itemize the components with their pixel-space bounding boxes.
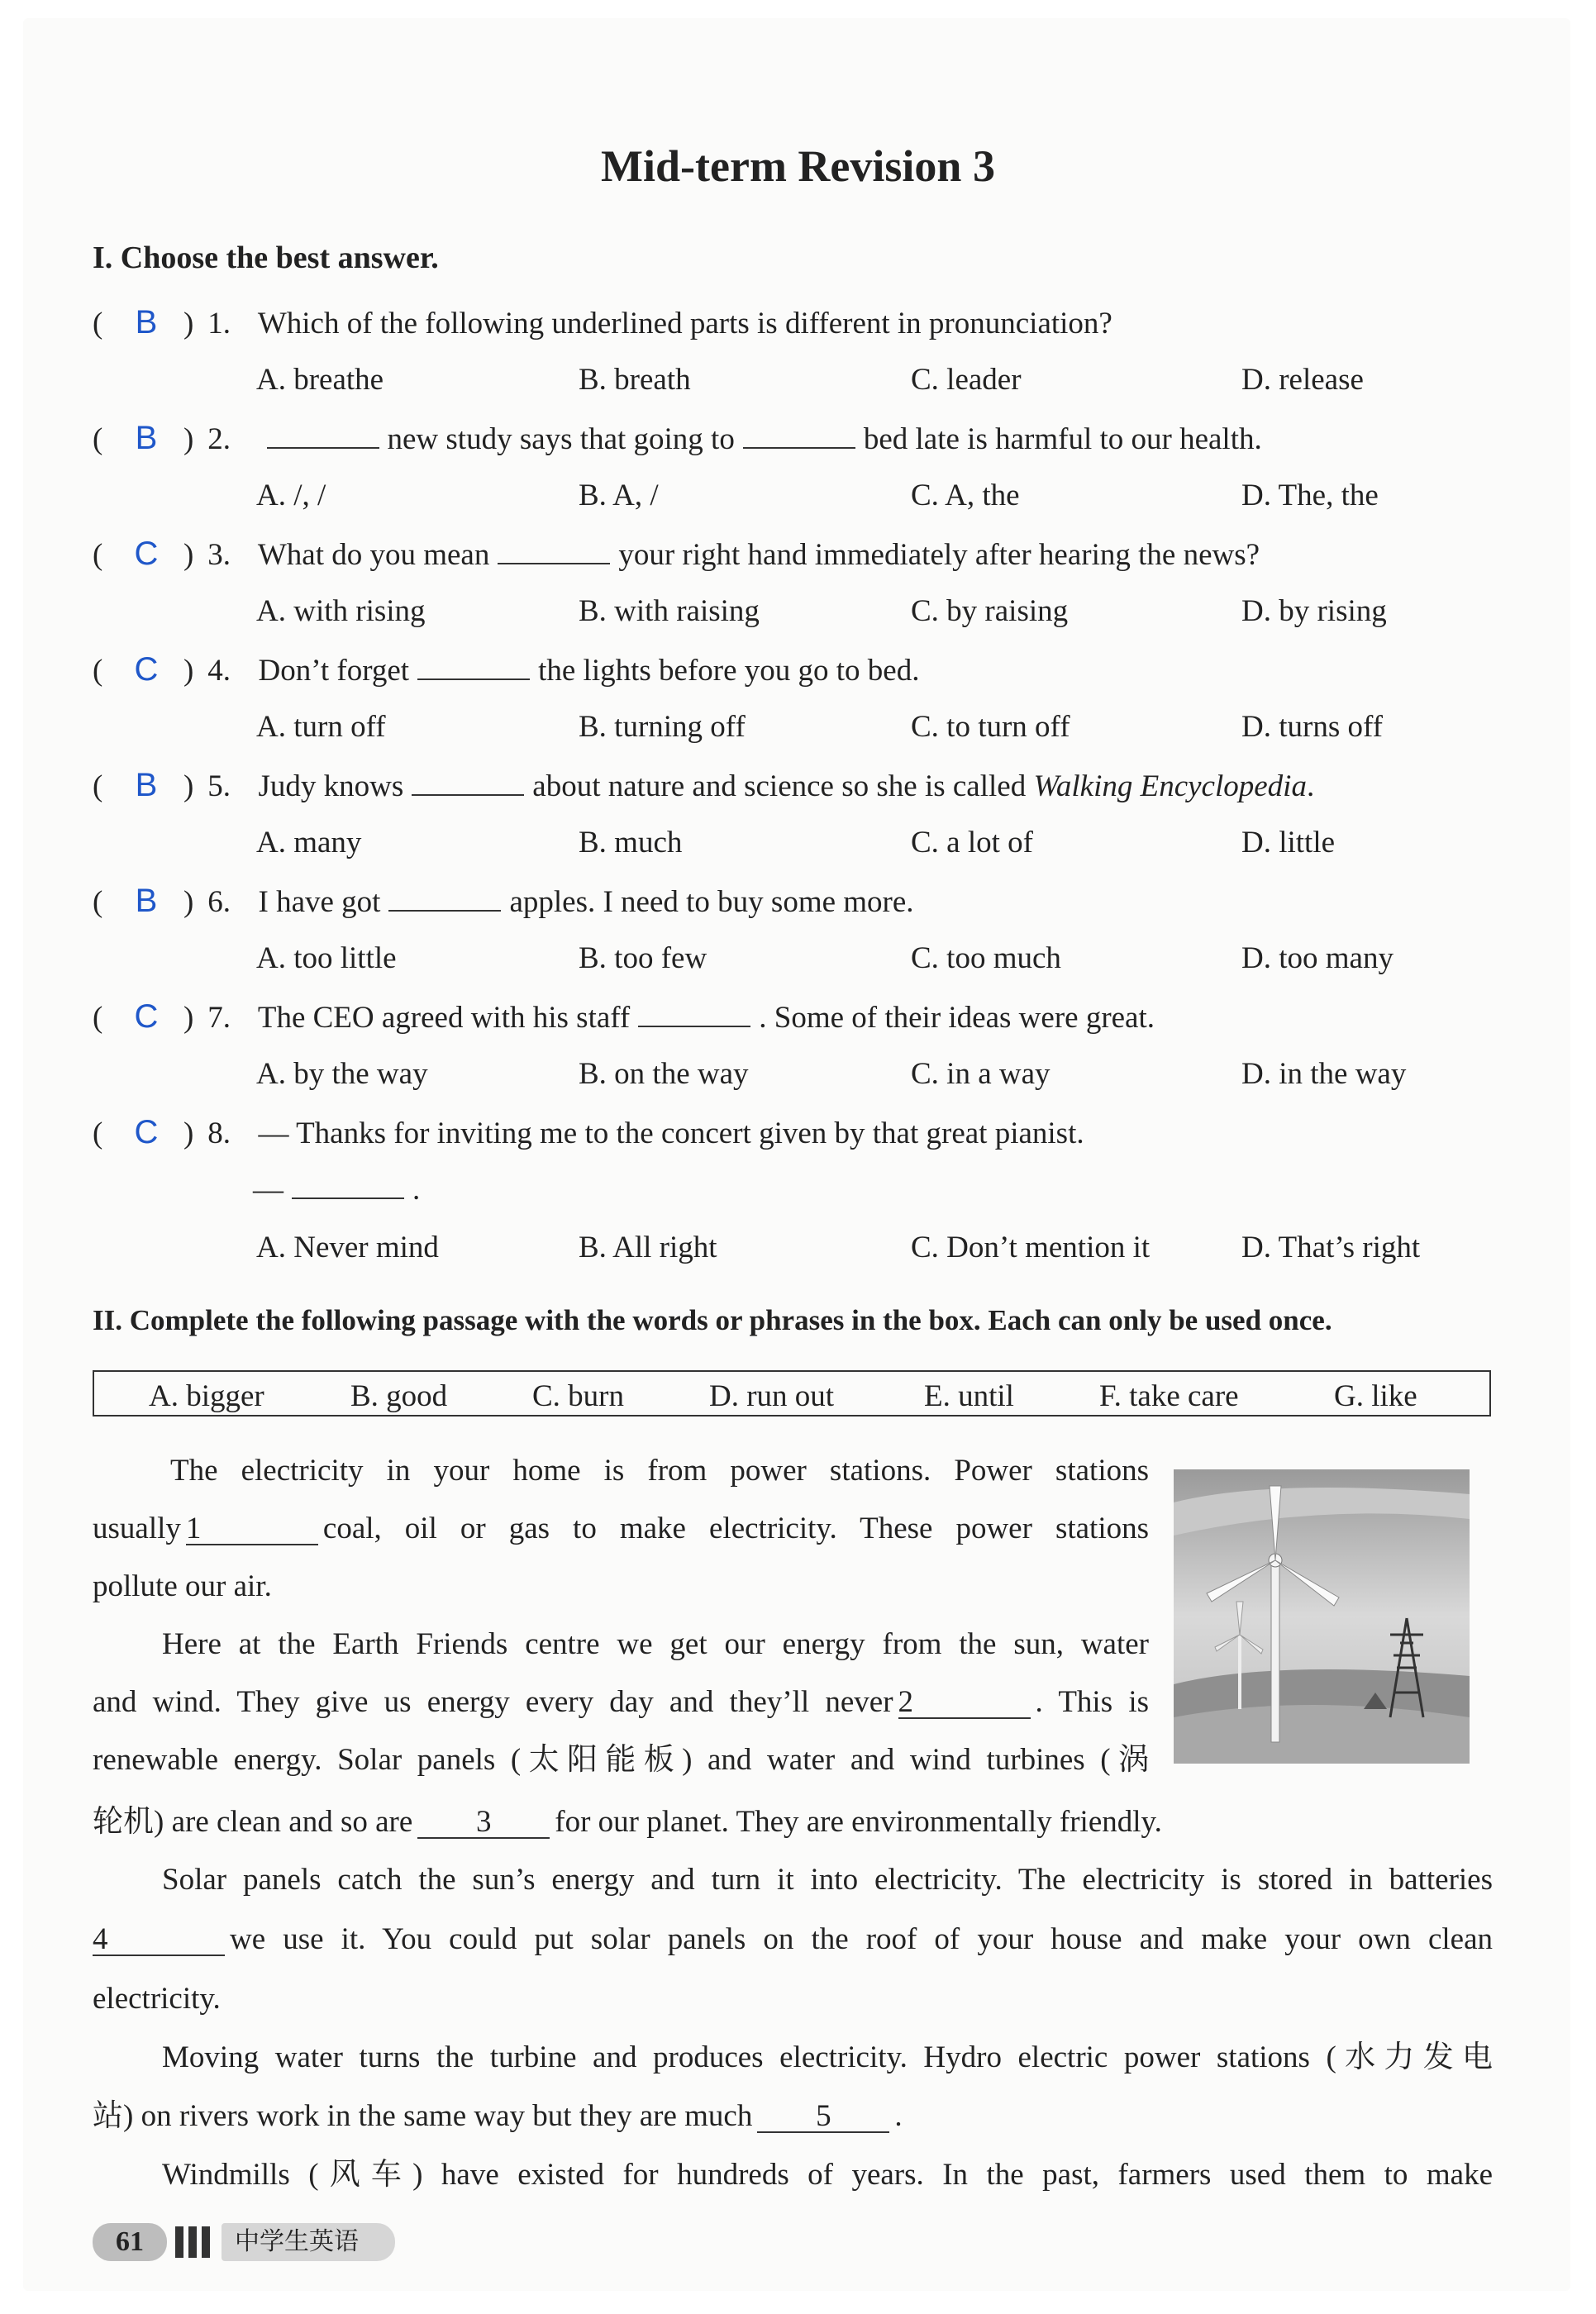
question-5: ( B ) 5. Judy knows about nature and science so she is called Walking Encyclopedia. [93,767,1315,803]
question-4: ( C ) 4. Don’t forget the lights before you go to bed. [93,651,920,688]
word-option: E. until [924,1379,1014,1413]
page-title: Mid-term Revision 3 [601,141,995,191]
option-d[interactable]: D. The, the [1241,479,1379,512]
page-number: 61 [93,2223,167,2261]
passage-p2-line2: and wind. They give us energy every day and they’ll never 2 . This is [93,1685,1149,1719]
passage-p3-line1: Solar panels catch the sun’s energy and turn it into electricity. The electricity is stored in batteries [162,1863,1493,1897]
option-b[interactable]: B. too few [579,941,707,975]
word-option: G. like [1334,1379,1417,1413]
option-c[interactable]: C. by raising [911,594,1069,628]
passage-p1-line2: usually 1 coal, oil or gas to make electricity. These power stations [93,1512,1149,1545]
option-a[interactable]: A. many [256,826,362,859]
answer-3: C [134,536,159,572]
question-7: ( C ) 7. The CEO agreed with his staff . Some of their ideas were great. [93,998,1155,1035]
passage-p4-line2: 站) on rivers work in the same way but they are much 5 . [93,2099,903,2133]
option-c[interactable]: C. in a way [911,1057,1051,1091]
blank-3[interactable]: 3 [417,1807,550,1839]
option-b[interactable]: B. much [579,826,683,859]
blank [412,769,524,796]
question-8: ( C ) 8. — Thanks for inviting me to the concert given by that great pianist. [93,1114,1084,1150]
footer-label: 中学生英语 [222,2223,395,2261]
blank [292,1173,404,1199]
passage-p5-line1: Windmills (风车) have existed for hundreds of years. In the past, farmers used them to make [162,2158,1493,2192]
word-option: B. good [350,1379,448,1413]
blank-4[interactable]: 4 [93,1925,225,1956]
wind-turbine-illustration [1174,1469,1470,1764]
option-a[interactable]: A. with rising [256,594,426,628]
blank [388,885,501,912]
passage-p2-line1: Here at the Earth Friends centre we get our energy from the sun, water [162,1627,1149,1661]
option-b[interactable]: B. turning off [579,710,746,744]
option-b[interactable]: B. with raising [579,594,760,628]
passage-p2-line3: renewable energy. Solar panels (太阳能板) and water and wind turbines (涡 [93,1743,1149,1777]
word-option: A. bigger [149,1379,264,1413]
blank [417,654,530,680]
answer-2: B [135,420,158,456]
blank [498,538,610,564]
option-a[interactable]: A. turn off [256,710,386,744]
word-option: D. run out [709,1379,835,1413]
word-option: F. take care [1099,1379,1239,1413]
option-a[interactable]: A. by the way [256,1057,428,1091]
option-c[interactable]: C. A, the [911,479,1020,512]
option-d[interactable]: D. release [1241,363,1364,397]
passage-p1-line1: The electricity in your home is from power stations. Power stations [170,1454,1149,1488]
blank [267,422,379,449]
question-2: ( B ) 2. new study says that going to bed late is harmful to our health. [93,420,1262,456]
option-b[interactable]: B. breath [579,363,691,397]
passage-p4-line1: Moving water turns the turbine and produces electricity. Hydro electric power stations (水力发电 [162,2040,1493,2074]
option-d[interactable]: D. little [1241,826,1336,859]
passage-p2-line4: 轮机) are clean and so are 3 for our planet. They are environmentally friendly. [93,1805,1162,1839]
passage-p1-line3: pollute our air. [93,1569,272,1603]
option-d[interactable]: D. too many [1241,941,1394,975]
answer-4: C [134,651,159,688]
footer-decoration [175,2226,215,2262]
answer-1: B [135,304,158,340]
passage-p3-line2: 4 we use it. You could put solar panels on the roof of your house and make your own clean [93,1922,1493,1956]
question-1: ( B ) 1. Which of the following underlined parts is different in pronunciation? [93,304,1112,340]
option-b[interactable]: B. A, / [579,479,659,512]
blank [743,422,855,449]
blank-5[interactable]: 5 [757,2102,889,2133]
option-c[interactable]: C. Don’t mention it [911,1231,1151,1264]
option-a[interactable]: A. too little [256,941,397,975]
option-c[interactable]: C. to turn off [911,710,1070,744]
question-3: ( C ) 3. What do you mean your right hand immediately after hearing the news? [93,536,1260,572]
question-8-reply: — . [253,1173,421,1207]
option-a[interactable]: A. Never mind [256,1231,439,1264]
blank-2[interactable]: 2 [898,1688,1031,1719]
option-a[interactable]: A. breathe [256,363,384,397]
section-1-heading: I. Choose the best answer. [93,240,439,275]
option-d[interactable]: D. in the way [1241,1057,1407,1091]
word-option: C. burn [532,1379,624,1413]
blank-1[interactable]: 1 [186,1514,318,1545]
option-b[interactable]: B. on the way [579,1057,749,1091]
option-c[interactable]: C. leader [911,363,1022,397]
word-box [93,1370,1491,1416]
section-2-heading: II. Complete the following passage with the words or phrases in the box. Each can only be used once. [93,1304,1332,1336]
option-b[interactable]: B. All right [579,1231,717,1264]
answer-6: B [135,883,158,919]
blank [638,1001,750,1027]
option-d[interactable]: D. turns off [1241,710,1383,744]
question-6: ( B ) 6. I have got apples. I need to buy some more. [93,883,914,919]
answer-7: C [134,998,159,1035]
passage-p3-line3: electricity. [93,1982,221,2016]
option-c[interactable]: C. too much [911,941,1061,975]
option-c[interactable]: C. a lot of [911,826,1033,859]
option-d[interactable]: D. by rising [1241,594,1387,628]
option-d[interactable]: D. That’s right [1241,1231,1421,1264]
option-a[interactable]: A. /, / [256,479,326,512]
answer-5: B [135,767,158,803]
answer-8: C [134,1114,159,1150]
